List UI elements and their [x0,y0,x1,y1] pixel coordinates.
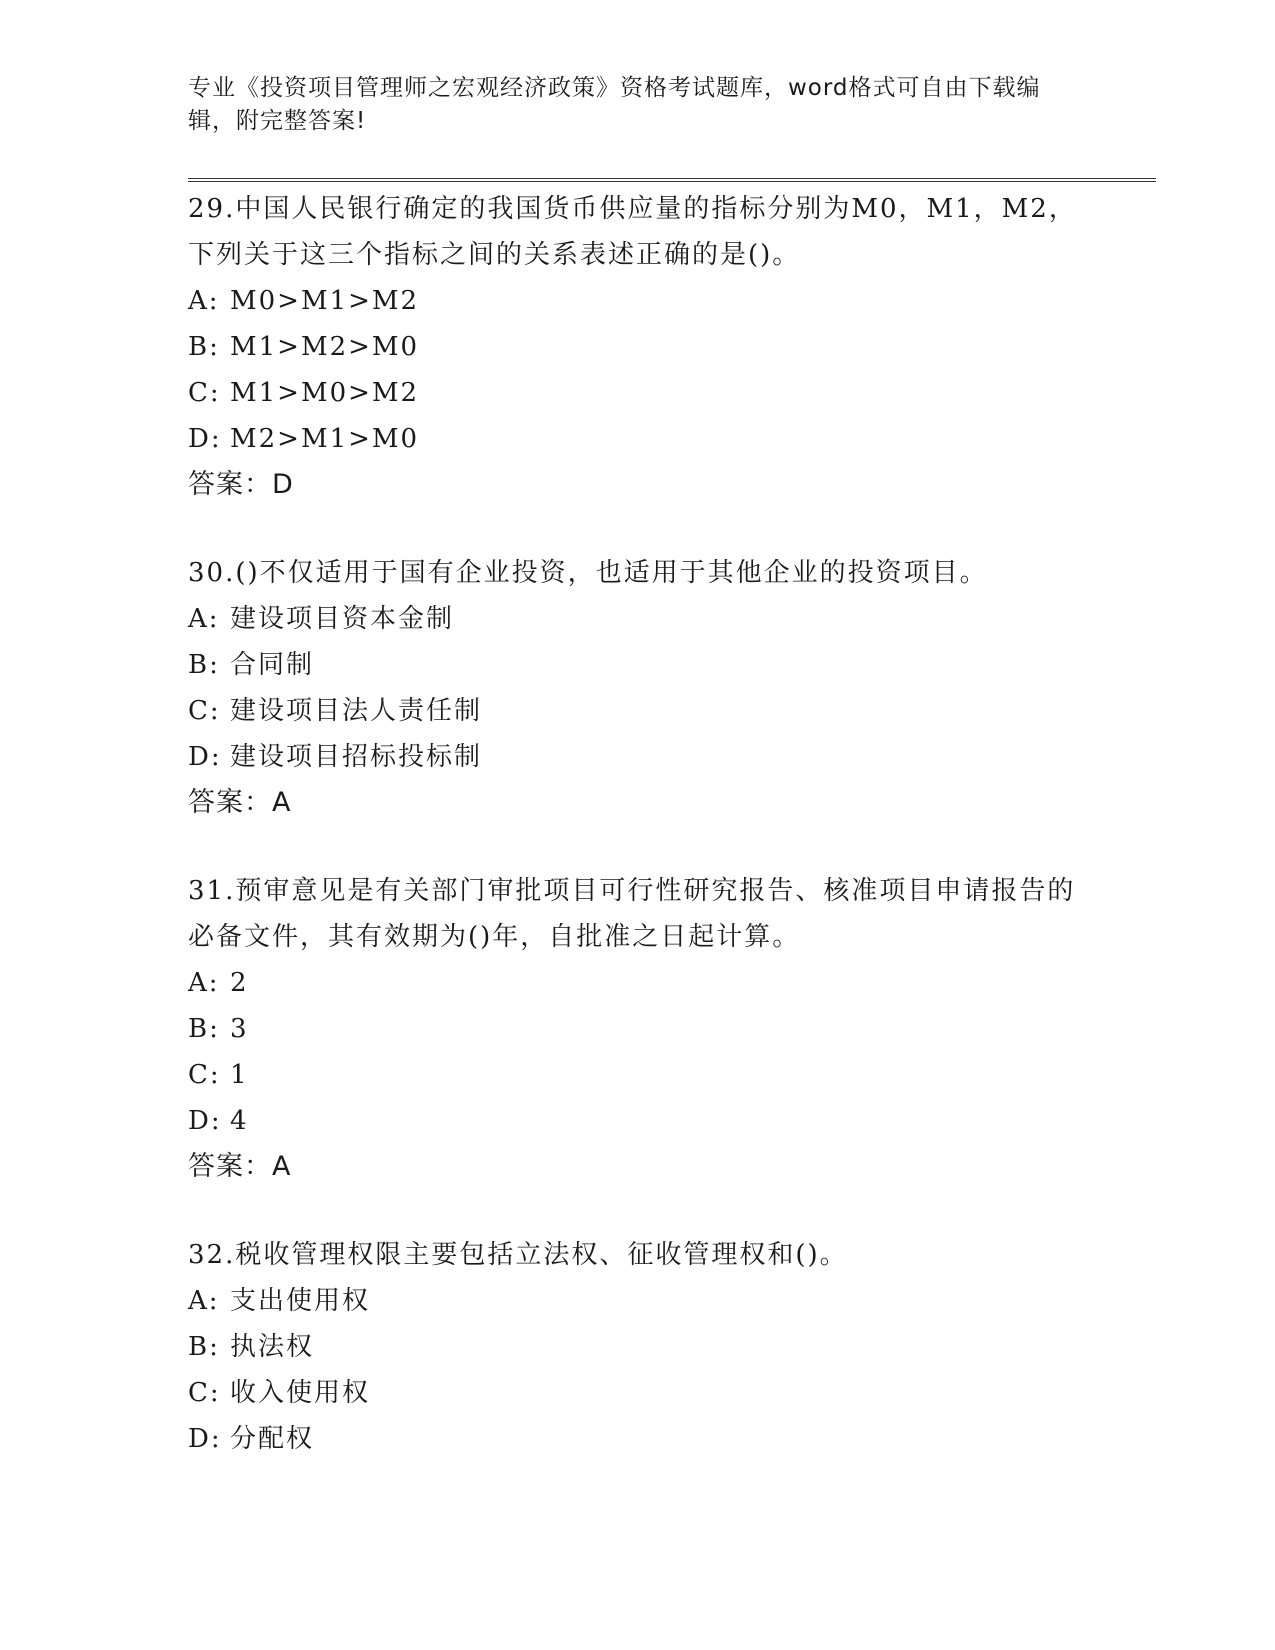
option-text: M2>M1>M0 [230,424,420,454]
option-letter: D: [188,742,222,772]
option-text: M1>M2>M0 [230,332,420,362]
option-c [188,1052,1088,1098]
option-text: 建设项目资本金制 [230,604,455,634]
question-block [188,1232,1088,1462]
option-d [188,1416,1088,1462]
option-letter: B: [188,1014,220,1044]
option-text: 建设项目招标投标制 [230,742,483,772]
question-stem: 29.中国人民银行确定的我国货币供应量的指标分别为M0，M1，M2，下列关于这三个指标之间的关系表述正确的是()。 [188,194,1077,270]
option-letter: C: [188,1060,221,1090]
option-letter: B: [188,650,220,680]
option-b [188,1324,1088,1370]
option-a [188,1278,1088,1324]
question-stem: 30.()不仅适用于国有企业投资，也适用于其他企业的投资项目。 [188,558,988,588]
option-letter: C: [188,696,221,726]
option-letter: D: [188,1424,222,1454]
option-d [188,1098,1088,1144]
option-c [188,1370,1088,1416]
header-divider [188,178,1156,182]
option-b [188,642,1088,688]
question-stem: 31.预审意见是有关部门审批项目可行性研究报告、核准项目申请报告的必备文件，其有效期为()年，自批准之日起计算。 [188,876,1076,952]
answer-line: 答案：A [188,1151,292,1182]
option-text: 3 [230,1014,249,1044]
option-a [188,960,1088,1006]
option-letter: A: [188,286,220,316]
option-c [188,688,1088,734]
option-letter: D: [188,424,222,454]
option-letter: C: [188,378,221,408]
option-text: 分配权 [230,1424,315,1454]
option-text: 建设项目法人责任制 [230,696,483,726]
option-b [188,324,1088,370]
option-text: 合同制 [230,650,315,680]
option-letter: D: [188,1106,222,1136]
option-letter: A: [188,604,220,634]
option-d [188,416,1088,462]
option-c [188,370,1088,416]
question-block [188,550,1088,826]
option-letter: A: [188,1286,220,1316]
option-text: M1>M0>M2 [230,378,420,408]
option-letter: B: [188,332,220,362]
option-letter: A: [188,968,220,998]
option-text: 收入使用权 [230,1378,371,1408]
option-letter: C: [188,1378,221,1408]
option-a [188,596,1088,642]
option-text: 1 [230,1060,249,1090]
question-block [188,186,1088,508]
answer-line: 答案：A [188,787,292,818]
option-letter: B: [188,1332,220,1362]
option-d [188,734,1088,780]
option-a [188,278,1088,324]
question-stem: 32.税收管理权限主要包括立法权、征收管理权和()。 [188,1240,848,1270]
option-b [188,1006,1088,1052]
question-block [188,868,1088,1190]
option-text: 4 [230,1106,249,1136]
option-text: 2 [230,968,249,998]
option-text: 执法权 [230,1332,315,1362]
option-text: 支出使用权 [230,1286,371,1316]
option-text: M0>M1>M2 [230,286,420,316]
document-intro: 专业《投资项目管理师之宏观经济政策》资格考试题库，word格式可自由下载编辑，附完整答案! [188,75,1041,134]
answer-line: 答案：D [188,469,294,500]
